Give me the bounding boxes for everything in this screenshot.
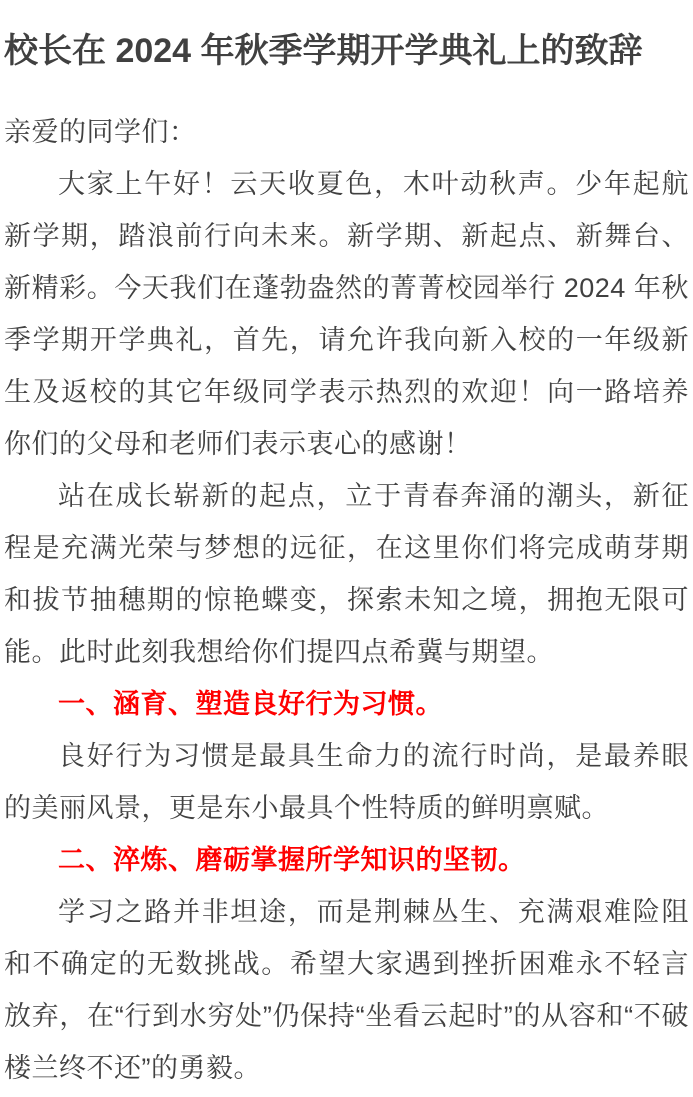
paragraph-section-2-body: 学习之路并非坦途，而是荆棘丛生、充满艰难险阻和不确定的无数挑战。希望大家遇到挫折困难永不轻言放弃，在“行到水穷处”仍保持“坐看云起时”的从容和“不破楼兰终不还”的勇毅。 — [4, 897, 689, 1083]
section-heading-1: 一、涵育、塑造良好行为习惯。 — [58, 689, 443, 719]
paragraph-section-1-body: 良好行为习惯是最具生命力的流行时尚，是最养眼的美丽风景，更是东小最具个性特质的鲜明禀赋。 — [4, 741, 689, 823]
section-heading-2: 二、淬炼、磨砺掌握所学知识的坚韧。 — [58, 845, 526, 875]
paragraph-new-journey: 站在成长崭新的起点，立于青春奔涌的潮头，新征程是充满光荣与梦想的远征，在这里你们将完成萌芽期和拔节抽穗期的惊艳蝶变，探索未知之境，拥抱无限可能。此时此刻我想给你们提四点希冀与期望。 — [4, 481, 689, 667]
salutation: 亲爱的同学们： — [4, 117, 197, 147]
paragraph-opening: 大家上午好！云天收夏色，木叶动秋声。少年起航新学期，踏浪前行向未来。新学期、新起点、新舞台、新精彩。今天我们在蓬勃盎然的菁菁校园举行 2024 年秋季学期开学典礼，首先，请允许我向新入校的一年级新生及返校的其它年级同学表示热烈的欢迎！向一路培养你们的父母和老师们表示衷心的感谢！ — [4, 169, 689, 459]
page-title: 校长在 2024 年秋季学期开学典礼上的致辞 — [4, 32, 643, 70]
